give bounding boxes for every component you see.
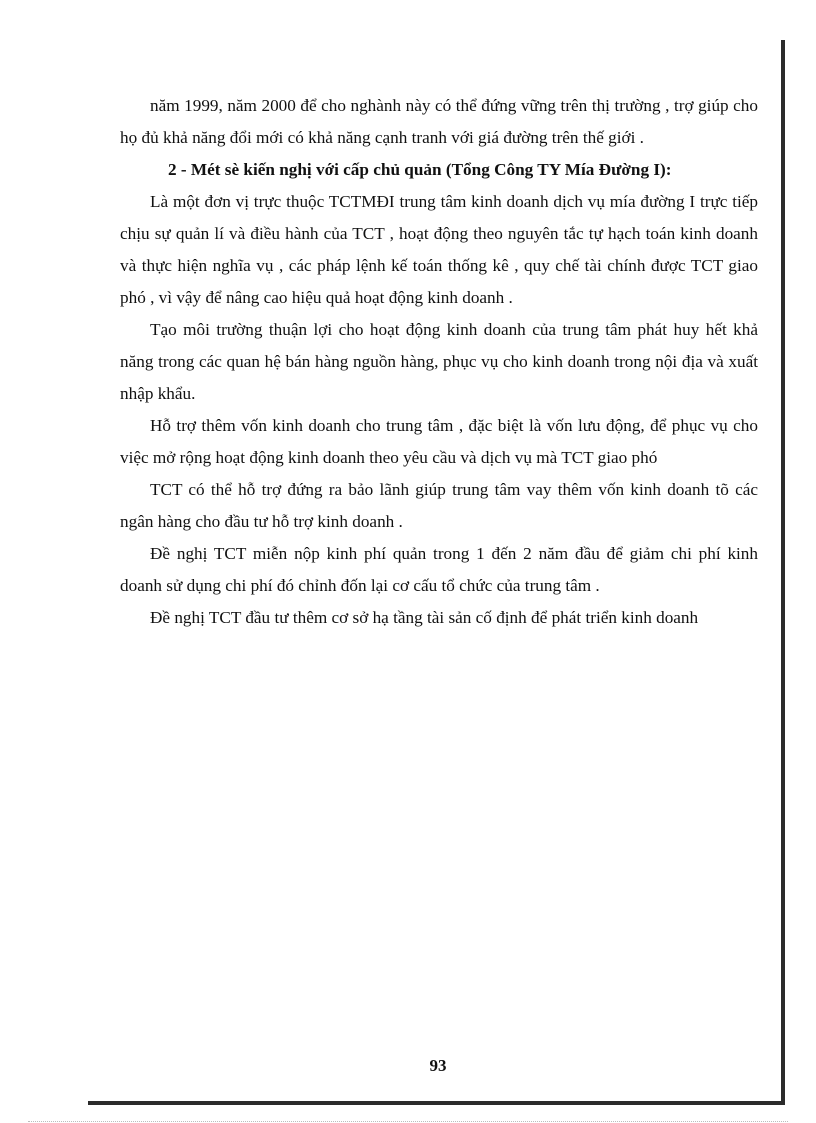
- footer-dotted-line: [28, 1121, 788, 1122]
- paragraph-capital-support: Hỗ trợ thêm vốn kinh doanh cho trung tâm , đặc biệt là vốn lưu động, để phục vụ cho việc mở rộng hoạt động kinh doanh theo yêu cầu và dịch vụ mà TCT giao phó: [120, 416, 758, 467]
- paragraph-unit-description: Là một đơn vị trực thuộc TCTMĐI trung tâm kinh doanh dịch vụ mía đường I trực tiếp chịu sự quản lí và điều hành của TCT , hoạt động theo nguyên tắc tự hạch toán kinh doanh và thực hiện nghĩa vụ , các pháp lệnh kế toán thống kê , quy chế tài chính được TCT giao phó , vì vậy để nâng cao hiệu quả hoạt động kinh doanh .: [120, 192, 758, 307]
- page-number: 93: [429, 1056, 447, 1075]
- section-heading: 2 - Mét sè kiến nghị với cấp chủ quản (Tổng Công TY Mía Đường I):: [168, 160, 672, 179]
- paragraph-fee-exemption: Đề nghị TCT miễn nộp kinh phí quản trong 1 đến 2 năm đầu để giảm chi phí kinh doanh sử dụng chi phí đó chỉnh đốn lại cơ cấu tổ chức của trung tâm .: [120, 544, 758, 595]
- paragraph-infrastructure: Đề nghị TCT đầu tư thêm cơ sở hạ tầng tài sản cố định để phát triển kinh doanh: [150, 608, 699, 627]
- paragraph-continuation: năm 1999, năm 2000 để cho nghành này có thể đứng vững trên thị trường , trợ giúp cho họ đủ khả năng đổi mới có khả năng cạnh tranh với giá đường trên thế giới .: [120, 96, 758, 147]
- document-body: [120, 90, 758, 634]
- paragraph-loan-guarantee: TCT có thể hỗ trợ đứng ra bảo lãnh giúp trung tâm vay thêm vốn kinh doanh tõ các ngân hàng cho đầu tư hỗ trợ kinh doanh .: [120, 480, 758, 531]
- paragraph-business-environment: Tạo môi trường thuận lợi cho hoạt động kinh doanh của trung tâm phát huy hết khả năng trong các quan hệ bán hàng nguồn hàng, phục vụ cho kinh doanh trong nội địa và xuất nhập khẩu.: [120, 320, 758, 403]
